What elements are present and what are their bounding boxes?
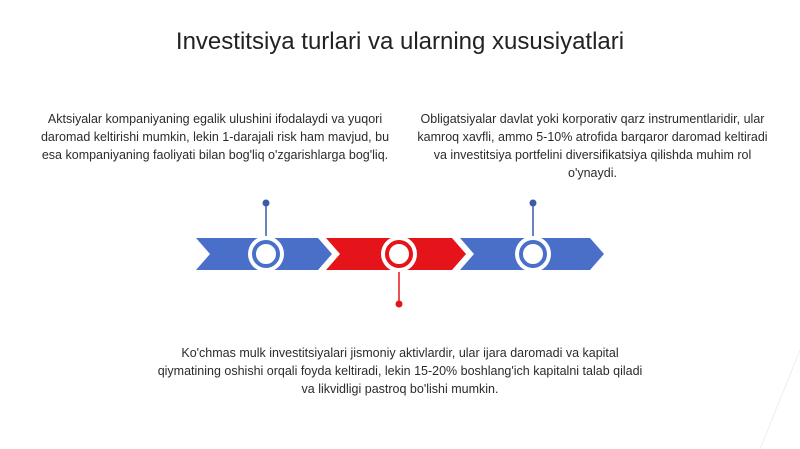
node-bonds [515, 236, 551, 272]
node-stocks [248, 236, 284, 272]
slide-title: Investitsiya turlari va ularning xususiyatlari [175, 28, 625, 55]
pin-bonds [530, 200, 537, 239]
decorative-corner-line [760, 350, 800, 449]
text-block-real-estate: Ko'chmas mulk investitsiyalari jismoniy aktivlardir, ular ijara daromadi va kapital qiymatining oshishi orqali foyda keltiradi, lekin 15-20% boshlang'ich kapitalni talab qiladi va likvidligi pastroq bo'lishi mumkin. [157, 346, 643, 396]
node-real-estate [381, 236, 417, 272]
text-block-stocks: Aktsiyalar kompaniyaning egalik ulushini ifodalaydi va yuqori daromad keltirishi mumkin, lekin 1-darajali risk ham mavjud, bu esa kompaniyaning faoliyati bilan bog'liq o'zgarishlarga bog'liq. [40, 112, 390, 162]
pin-real-estate [396, 270, 403, 308]
pin-stocks [263, 200, 270, 239]
text-block-bonds: Obligatsiyalar davlat yoki korporativ qarz instrumentlaridir, ular kamroq xavfli, ammo 5-10% atrofida barqaror daromad keltiradi va investitsiya portfelini diversifikatsiya qilishda muhim rol o'ynaydi. [417, 112, 768, 180]
